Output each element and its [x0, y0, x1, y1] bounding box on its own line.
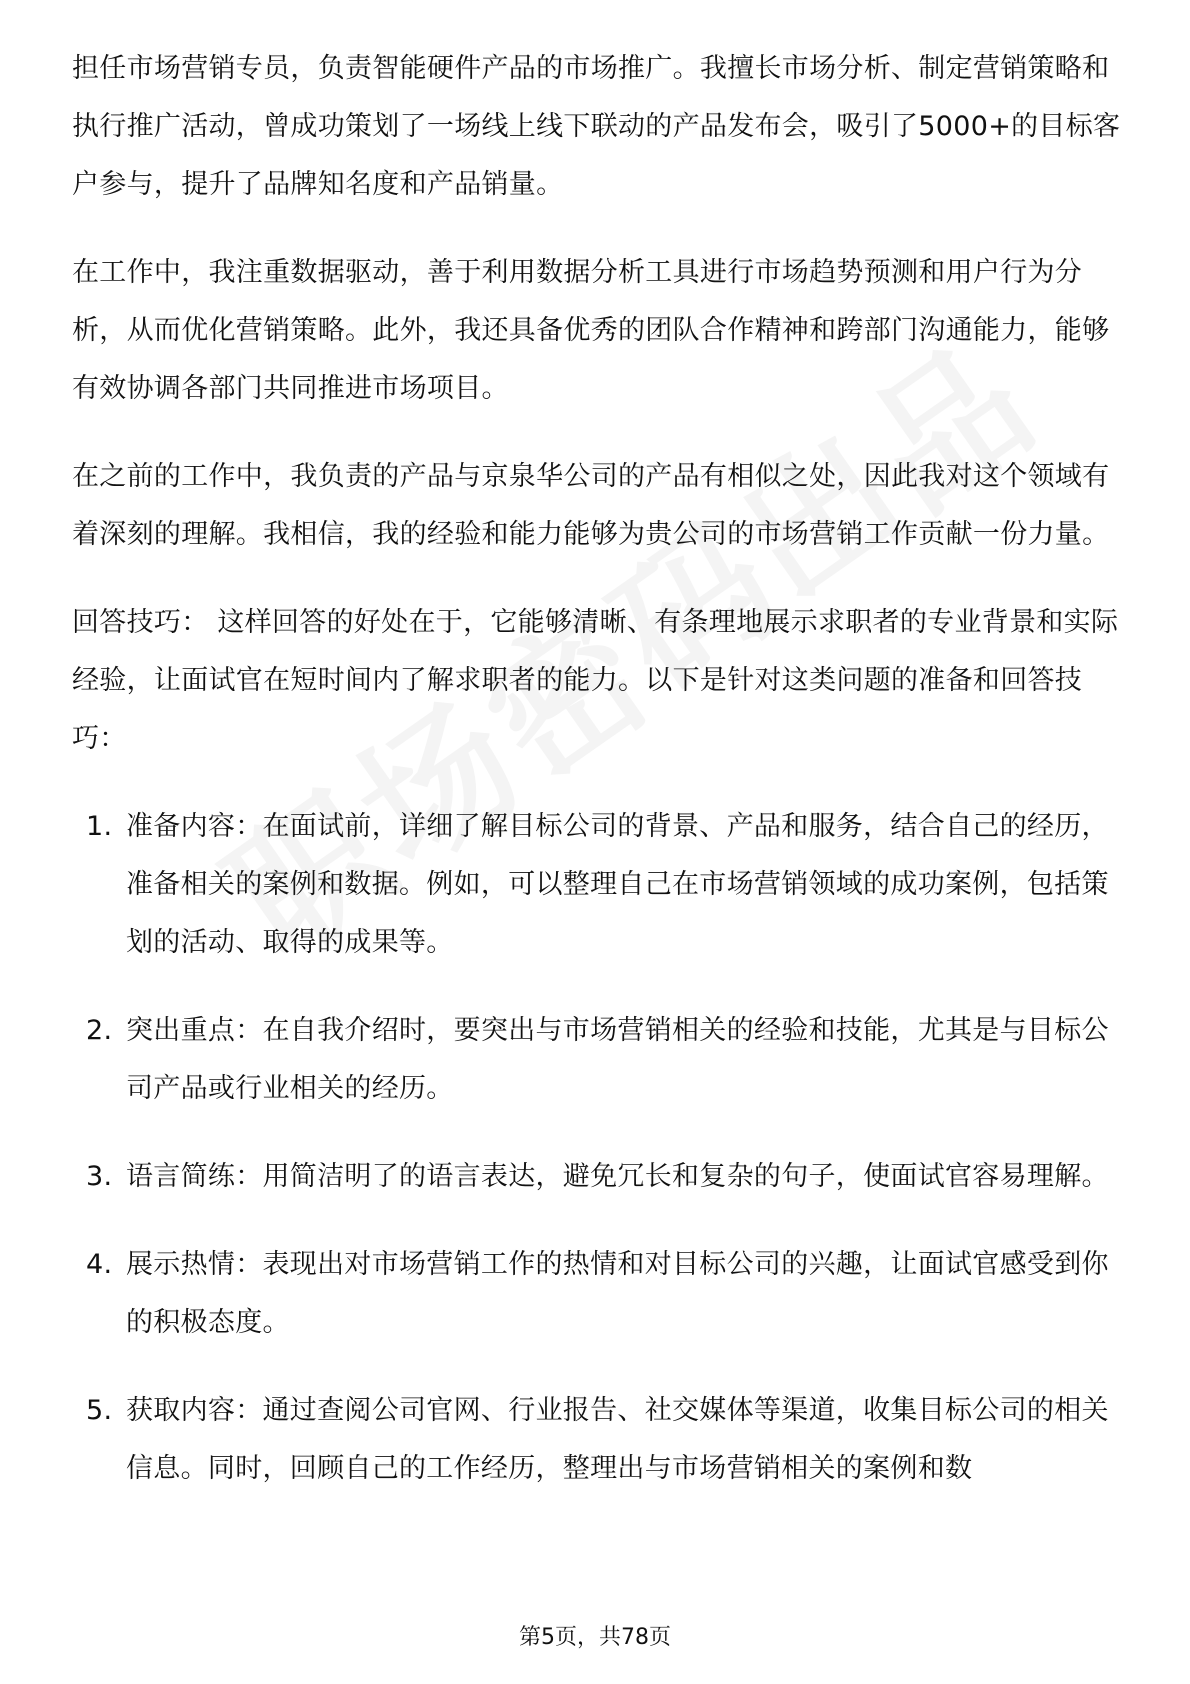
paragraph-answer-tips-intro: 回答技巧： 这样回答的好处在于，它能够清晰、有条理地展示求职者的专业背景和实际经验，让面试官在短时间内了解求职者的能力。以下是针对这类问题的准备和回答技巧： [72, 607, 1119, 754]
list-item-number: 3. [86, 1161, 113, 1192]
list-item-text: 准备内容：在面试前，详细了解目标公司的背景、产品和服务，结合自己的经历，准备相关的案例和数据。例如，可以整理自己在市场营销领域的成功案例，包括策划的活动、取得的成果等。 [126, 811, 1109, 958]
list-item-number: 2. [86, 1015, 113, 1046]
list-item [72, 1148, 1122, 1206]
page-number-footer: 第5页，共78页 [519, 1625, 671, 1650]
list-item-number: 4. [86, 1249, 113, 1280]
list-item-text: 语言简练：用简洁明了的语言表达，避免冗长和复杂的句子，使面试官容易理解。 [126, 1161, 1109, 1192]
list-item-number: 1. [86, 811, 113, 842]
paragraph-skills: 在工作中，我注重数据驱动，善于利用数据分析工具进行市场趋势预测和用户行为分析，从而优化营销策略。此外，我还具备优秀的团队合作精神和跨部门沟通能力，能够有效协调各部门共同推进市场项目。 [72, 257, 1110, 404]
page-content [72, 40, 1122, 1528]
list-item-number: 5. [86, 1395, 113, 1426]
list-item [72, 798, 1122, 972]
paragraph-experience: 担任市场营销专员，负责智能硬件产品的市场推广。我擅长市场分析、制定营销策略和执行推广活动，曾成功策划了一场线上线下联动的产品发布会，吸引了5000+的目标客户参与，提升了品牌知名度和产品销量。 [72, 53, 1121, 200]
paragraph-domain: 在之前的工作中，我负责的产品与京泉华公司的产品有相似之处，因此我对这个领域有着深刻的理解。我相信，我的经验和能力能够为贵公司的市场营销工作贡献一份力量。 [72, 461, 1110, 550]
list-item-text: 突出重点：在自我介绍时，要突出与市场营销相关的经验和技能，尤其是与目标公司产品或行业相关的经历。 [126, 1015, 1109, 1104]
tips-list [72, 798, 1122, 1498]
list-item-text: 获取内容：通过查阅公司官网、行业报告、社交媒体等渠道，收集目标公司的相关信息。同时，回顾自己的工作经历，整理出与市场营销相关的案例和数 [126, 1395, 1109, 1484]
list-item [72, 1382, 1122, 1498]
list-item-text: 展示热情：表现出对市场营销工作的热情和对目标公司的兴趣，让面试官感受到你的积极态度。 [126, 1249, 1109, 1338]
list-item [72, 1236, 1122, 1352]
list-item [72, 1002, 1122, 1118]
